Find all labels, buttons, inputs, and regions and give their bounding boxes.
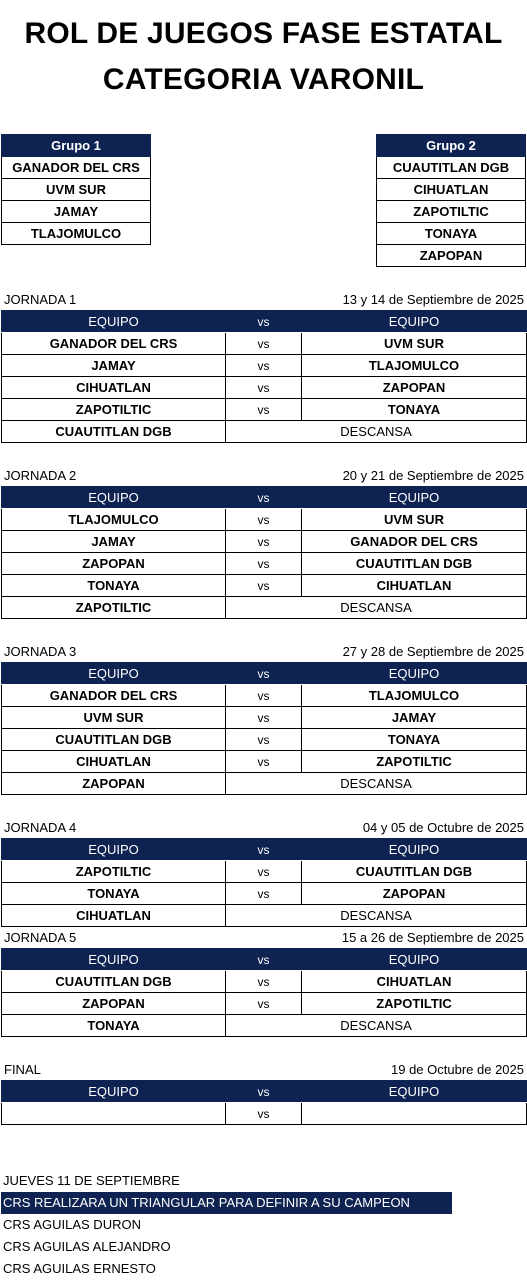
bye-label: DESCANSA: [226, 1015, 527, 1037]
vs-label: vs: [226, 751, 302, 773]
match-row: [2, 729, 527, 751]
column-header-team: EQUIPO: [2, 839, 226, 861]
page-title-line-1: ROL DE JUEGOS FASE ESTATAL: [24, 17, 503, 50]
column-header-vs: vs: [226, 663, 302, 685]
home-team: JAMAY: [2, 531, 226, 553]
vs-label: vs: [226, 861, 302, 883]
match-row: [2, 751, 527, 773]
bye-team: ZAPOTILTIC: [2, 597, 226, 619]
round-header: [1, 290, 527, 310]
home-team: TLAJOMULCO: [2, 509, 226, 531]
note-line: CRS AGUILAS ALEJANDRO: [3, 1239, 171, 1254]
column-header-vs: vs: [226, 1081, 302, 1103]
home-team: CUAUTITLAN DGB: [2, 971, 226, 993]
vs-label: vs: [226, 993, 302, 1015]
match-row: [2, 575, 527, 597]
away-team: CIHUATLAN: [302, 575, 527, 597]
round-header: [1, 1060, 527, 1080]
bye-label: DESCANSA: [226, 597, 527, 619]
home-team: ZAPOTILTIC: [2, 861, 226, 883]
column-header-team: EQUIPO: [302, 949, 527, 971]
column-header-team: EQUIPO: [2, 311, 226, 333]
away-team: ZAPOTILTIC: [302, 993, 527, 1015]
round-table: [1, 486, 527, 619]
group-team: UVM SUR: [2, 179, 151, 201]
match-row: [2, 685, 527, 707]
vs-label: vs: [226, 575, 302, 597]
vs-label: vs: [226, 685, 302, 707]
column-header-team: EQUIPO: [2, 487, 226, 509]
match-row: [2, 333, 527, 355]
home-team: GANADOR DEL CRS: [2, 685, 226, 707]
match-row: [2, 707, 527, 729]
round-header: [1, 466, 527, 486]
group-team: CUAUTITLAN DGB: [377, 157, 526, 179]
vs-label: vs: [226, 707, 302, 729]
note-line: JUEVES 11 DE SEPTIEMBRE: [3, 1173, 180, 1188]
match-row: [2, 509, 527, 531]
bye-row: [2, 421, 527, 443]
away-team: TONAYA: [302, 729, 527, 751]
group-table-2: [376, 134, 526, 267]
group-team: ZAPOTILTIC: [377, 201, 526, 223]
group-team: ZAPOPAN: [377, 245, 526, 267]
bye-row: [2, 597, 527, 619]
column-header-team: EQUIPO: [2, 1081, 226, 1103]
vs-label: vs: [226, 333, 302, 355]
home-team: TONAYA: [2, 883, 226, 905]
match-row: [2, 553, 527, 575]
note-highlight: CRS REALIZARA UN TRIANGULAR PARA DEFINIR A SU CAMPEON: [1, 1192, 452, 1214]
home-team: ZAPOPAN: [2, 993, 226, 1015]
bye-team: CIHUATLAN: [2, 905, 226, 927]
vs-label: vs: [226, 971, 302, 993]
vs-label: vs: [226, 553, 302, 575]
note-line: CRS AGUILAS ERNESTO: [3, 1261, 156, 1276]
column-header-team: EQUIPO: [302, 1081, 527, 1103]
vs-label: vs: [226, 1103, 302, 1125]
round-table: [1, 310, 527, 443]
round-header: [1, 642, 527, 662]
vs-label: vs: [226, 531, 302, 553]
round-label: JORNADA 1: [4, 292, 77, 307]
column-header-team: EQUIPO: [2, 949, 226, 971]
page-title-line-2: CATEGORIA VARONIL: [102, 63, 425, 96]
match-row: [2, 355, 527, 377]
bye-label: DESCANSA: [226, 905, 527, 927]
home-team: CIHUATLAN: [2, 751, 226, 773]
round-date: 27 y 28 de Septiembre de 2025: [342, 644, 524, 659]
round-table: [1, 1080, 527, 1125]
away-team: CIHUATLAN: [302, 971, 527, 993]
vs-label: vs: [226, 883, 302, 905]
match-row: [2, 531, 527, 553]
bye-label: DESCANSA: [226, 773, 527, 795]
round-header: [1, 928, 527, 948]
away-team: CUAUTITLAN DGB: [302, 861, 527, 883]
round-table: [1, 838, 527, 927]
home-team: ZAPOTILTIC: [2, 399, 226, 421]
round-label: JORNADA 3: [4, 644, 77, 659]
away-team: UVM SUR: [302, 509, 527, 531]
note-line: CRS AGUILAS DURON: [3, 1217, 141, 1232]
round-date: 04 y 05 de Octubre de 2025: [362, 820, 524, 835]
match-row: [2, 993, 527, 1015]
vs-label: vs: [226, 729, 302, 751]
match-row: [2, 377, 527, 399]
round-label: JORNADA 4: [4, 820, 77, 835]
home-team: CUAUTITLAN DGB: [2, 729, 226, 751]
away-team: TLAJOMULCO: [302, 685, 527, 707]
bye-row: [2, 1015, 527, 1037]
away-team: ZAPOTILTIC: [302, 751, 527, 773]
match-row: [2, 883, 527, 905]
vs-label: vs: [226, 355, 302, 377]
away-team: TLAJOMULCO: [302, 355, 527, 377]
home-team: UVM SUR: [2, 707, 226, 729]
column-header-vs: vs: [226, 839, 302, 861]
column-header-vs: vs: [226, 311, 302, 333]
round-label: JORNADA 5: [4, 930, 77, 945]
round-label: JORNADA 2: [4, 468, 77, 483]
column-header-team: EQUIPO: [302, 663, 527, 685]
vs-label: vs: [226, 377, 302, 399]
match-row: [2, 399, 527, 421]
group-team: TLAJOMULCO: [2, 223, 151, 245]
group-team: CIHUATLAN: [377, 179, 526, 201]
bye-label: DESCANSA: [226, 421, 527, 443]
home-team: TONAYA: [2, 575, 226, 597]
round-label: FINAL: [4, 1062, 41, 1077]
home-team: GANADOR DEL CRS: [2, 333, 226, 355]
column-header-team: EQUIPO: [302, 487, 527, 509]
away-team: TONAYA: [302, 399, 527, 421]
vs-label: vs: [226, 509, 302, 531]
away-team: CUAUTITLAN DGB: [302, 553, 527, 575]
home-team: JAMAY: [2, 355, 226, 377]
away-team: GANADOR DEL CRS: [302, 531, 527, 553]
bye-row: [2, 773, 527, 795]
home-team: CIHUATLAN: [2, 377, 226, 399]
match-row: [2, 971, 527, 993]
away-team: JAMAY: [302, 707, 527, 729]
away-team: [302, 1103, 527, 1125]
home-team: [2, 1103, 226, 1125]
group-team: TONAYA: [377, 223, 526, 245]
round-date: 13 y 14 de Septiembre de 2025: [342, 292, 524, 307]
round-header: [1, 818, 527, 838]
round-date: 19 de Octubre de 2025: [391, 1062, 524, 1077]
home-team: ZAPOPAN: [2, 553, 226, 575]
group-header: Grupo 1: [2, 135, 151, 157]
column-header-team: EQUIPO: [2, 663, 226, 685]
round-date: 15 a 26 de Septiembre de 2025: [341, 930, 524, 945]
group-table-1: [1, 134, 151, 245]
bye-team: ZAPOPAN: [2, 773, 226, 795]
column-header-team: EQUIPO: [302, 311, 527, 333]
bye-team: TONAYA: [2, 1015, 226, 1037]
round-date: 20 y 21 de Septiembre de 2025: [342, 468, 524, 483]
match-row: [2, 861, 527, 883]
round-table: [1, 662, 527, 795]
round-table: [1, 948, 527, 1037]
vs-label: vs: [226, 399, 302, 421]
column-header-team: EQUIPO: [302, 839, 527, 861]
away-team: ZAPOPAN: [302, 377, 527, 399]
away-team: UVM SUR: [302, 333, 527, 355]
bye-row: [2, 905, 527, 927]
group-team: JAMAY: [2, 201, 151, 223]
group-team: GANADOR DEL CRS: [2, 157, 151, 179]
group-header: Grupo 2: [377, 135, 526, 157]
match-row: [2, 1103, 527, 1125]
bye-team: CUAUTITLAN DGB: [2, 421, 226, 443]
column-header-vs: vs: [226, 487, 302, 509]
away-team: ZAPOPAN: [302, 883, 527, 905]
column-header-vs: vs: [226, 949, 302, 971]
